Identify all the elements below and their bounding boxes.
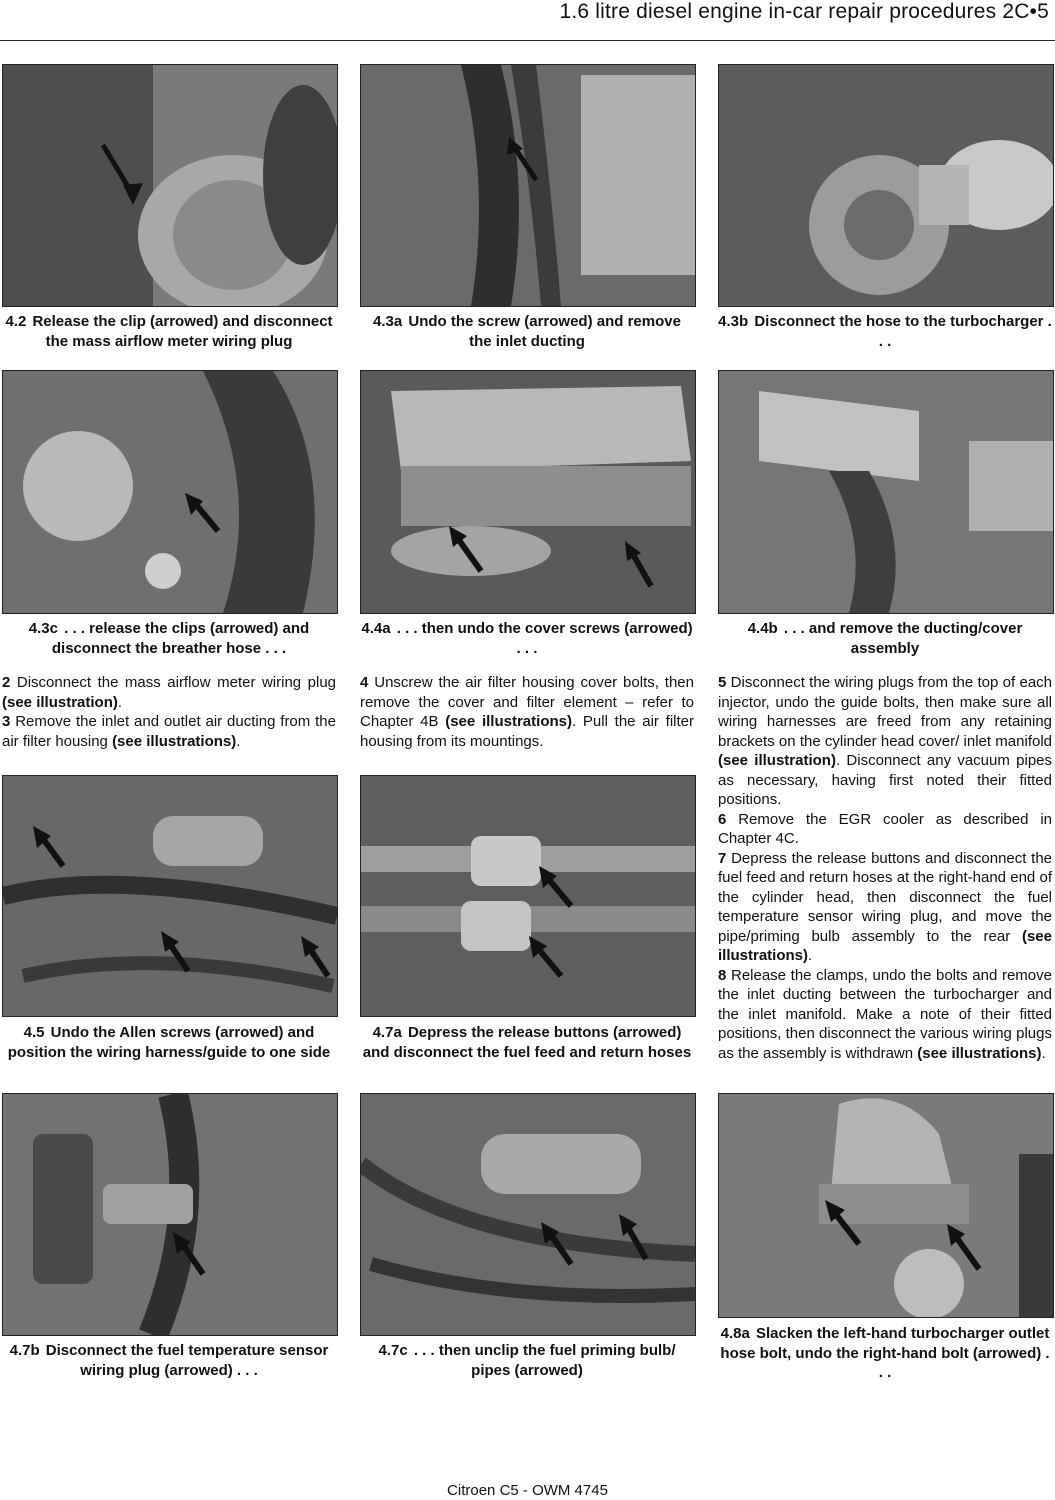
paragraph-5 <box>718 673 1052 810</box>
illustration-reference: (see illustrations) <box>917 1044 1042 1062</box>
header-rule <box>0 40 1055 41</box>
step-number: 6 <box>718 810 727 828</box>
paragraph-text: Remove the EGR cooler as described in Chapter 4C. <box>718 810 1052 847</box>
figure-caption <box>2 1341 336 1380</box>
figure-caption-text: Depress the release buttons (arrowed) and disconnect the fuel feed and return hoses <box>362 1024 692 1061</box>
figure-caption <box>718 619 1052 658</box>
paragraph-2 <box>2 673 336 712</box>
photo-4-3a <box>360 64 696 307</box>
figure-caption <box>360 1341 694 1380</box>
paragraph-text: Depress the release buttons and disconnect the fuel feed and return hoses at the right-hand end of the cylinder head, then disconnect the fuel temperature sensor wiring plug, and move the pipe/priming bulb assembly to the rear <box>718 849 1053 945</box>
page-footer: Citroen C5 - OWM 4745 <box>447 1482 608 1499</box>
step-number: 3 <box>2 713 11 730</box>
paragraph-4 <box>360 673 694 751</box>
figure-caption-text: . . . then unclip the fuel priming bulb/ pipes (arrowed) <box>413 1342 676 1379</box>
step-number: 7 <box>718 849 727 867</box>
figure-caption <box>718 1324 1052 1383</box>
text-column-middle <box>360 673 694 751</box>
paragraph-text: Disconnect the mass airflow meter wiring plug <box>16 674 337 691</box>
paragraph-tail: . <box>236 732 241 750</box>
engine-photo-4-3b <box>719 65 1053 306</box>
paragraph-text: Unscrew the air filter housing cover bolts, then remove the cover and filter element – refer to Chapter 4B <box>360 674 694 730</box>
figure-caption <box>360 312 694 351</box>
figure-number: 4.7a <box>372 1024 402 1041</box>
engine-photo-4-5 <box>3 776 337 1016</box>
engine-photo-4-4b <box>719 371 1053 613</box>
engine-photo-4-2 <box>3 65 337 306</box>
illustration-reference: (see illustration) <box>2 693 118 711</box>
paragraph-tail: . <box>1041 1044 1046 1062</box>
figure-number: 4.7b <box>9 1342 40 1359</box>
paragraph-tail: . Pull the air filter housing from its mountings. <box>360 713 694 750</box>
paragraph-text: Disconnect the wiring plugs from the top of each injector, undo the guide bolts, then make sure all wiring harnesses are freed from any retaining brackets on the cylinder head cover/ inlet manifold <box>718 674 1053 750</box>
paragraph-tail: . Disconnect any vacuum pipes as necessary, having first noted their fitted positions. <box>718 752 1052 808</box>
illustration-reference: (see illustration) <box>718 752 836 769</box>
photo-4-7c <box>360 1093 696 1336</box>
figure-number: 4.2 <box>5 313 27 330</box>
engine-photo-4-7b <box>3 1094 337 1335</box>
photo-4-8a <box>718 1093 1054 1318</box>
figure-caption-text: Undo the Allen screws (arrowed) and position the wiring harness/guide to one side <box>7 1024 331 1061</box>
figure-caption-text: Disconnect the hose to the turbocharger . . . <box>754 313 1052 350</box>
engine-photo-4-8a <box>719 1094 1053 1317</box>
figure-caption-text: Undo the screw (arrowed) and remove the inlet ducting <box>408 313 681 350</box>
figure-caption-text: . . . release the clips (arrowed) and disconnect the breather hose . . . <box>51 620 310 657</box>
figure-caption-text: Slacken the left-hand turbocharger outlet hose bolt, undo the right-hand bolt (arrowed) . . . <box>720 1325 1050 1381</box>
paragraph-tail: . <box>117 693 123 711</box>
photo-4-7b <box>2 1093 338 1336</box>
engine-photo-4-7c <box>361 1094 695 1335</box>
photo-4-5 <box>2 775 338 1017</box>
paragraph-8 <box>718 966 1052 1064</box>
figure-number: 4.5 <box>23 1024 45 1041</box>
step-number: 4 <box>360 674 369 691</box>
figure-number: 4.8a <box>720 1325 750 1342</box>
photo-4-2 <box>2 64 338 307</box>
photo-4-4a <box>360 370 696 614</box>
step-number: 5 <box>718 674 727 691</box>
photo-4-4b <box>718 370 1054 614</box>
paragraph-3 <box>2 712 336 751</box>
figure-caption <box>718 312 1052 351</box>
figure-number: 4.4b <box>747 620 778 637</box>
figure-number: 4.3b <box>718 313 749 330</box>
engine-photo-4-4a <box>361 371 695 613</box>
text-column-right <box>718 673 1052 1063</box>
step-number: 2 <box>2 674 11 691</box>
illustration-reference: (see illustrations) <box>718 927 1052 964</box>
figure-caption-text: Disconnect the fuel temperature sensor wiring plug (arrowed) . . . <box>45 1342 329 1379</box>
figure-number: 4.3a <box>373 313 403 330</box>
figure-caption-text: Release the clip (arrowed) and disconnect the mass airflow meter wiring plug <box>32 313 333 350</box>
text-column-left <box>2 673 336 751</box>
figure-caption <box>2 312 336 351</box>
page-header-title: 1.6 litre diesel engine in-car repair procedures 2C•5 <box>559 0 1049 23</box>
paragraph-text: Release the clamps, undo the bolts and remove the inlet ducting between the turbocharger and the inlet manifold. Make a note of their fitted positions, then disconnect the various wiring plugs as the assembly is withdrawn <box>718 966 1052 1062</box>
figure-caption-text: . . . then undo the cover screws (arrowed) . . . <box>396 620 693 657</box>
figure-number: 4.7c <box>378 1342 408 1359</box>
engine-photo-4-3a <box>361 65 695 306</box>
figure-caption-text: . . . and remove the ducting/cover assembly <box>783 620 1023 657</box>
engine-photo-4-3c <box>3 371 337 613</box>
figure-number: 4.4a <box>361 620 391 637</box>
paragraph-7 <box>718 849 1052 966</box>
photo-4-3c <box>2 370 338 614</box>
photo-4-3b <box>718 64 1054 307</box>
illustration-reference: (see illustrations) <box>445 713 572 730</box>
step-number: 8 <box>718 966 727 984</box>
figure-caption <box>2 1023 336 1062</box>
paragraph-tail: . <box>808 947 813 964</box>
figure-caption <box>2 619 336 658</box>
photo-4-7a <box>360 775 696 1017</box>
engine-photo-4-7a <box>361 776 695 1016</box>
figure-caption <box>360 1023 694 1062</box>
figure-number: 4.3c <box>28 620 58 637</box>
figure-caption <box>360 619 694 658</box>
paragraph-6 <box>718 810 1052 849</box>
paragraph-text: Remove the inlet and outlet air ducting from the air filter housing <box>2 713 336 750</box>
illustration-reference: (see illustrations) <box>112 732 237 750</box>
